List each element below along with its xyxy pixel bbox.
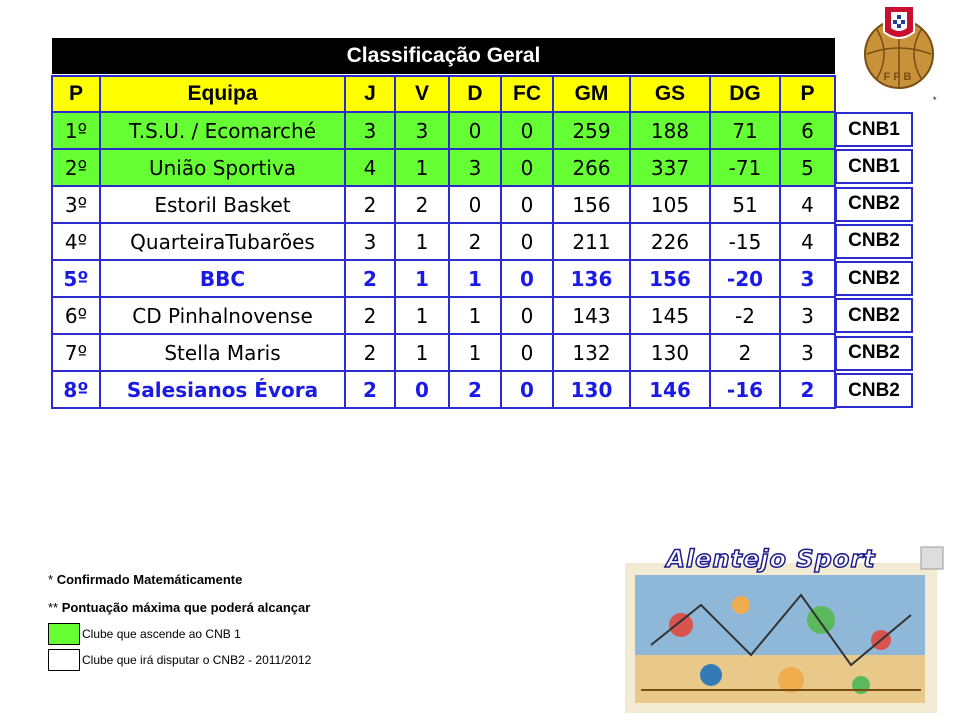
cell-goals-against: 145	[630, 297, 710, 334]
cell-wins: 2	[395, 186, 449, 223]
cell-points: 4	[780, 186, 835, 223]
ad-title: Alentejo Sport	[666, 545, 876, 573]
note-text: Confirmado Matemáticamente	[56, 572, 243, 587]
cell-team: T.S.U. / Ecomarché	[100, 112, 345, 149]
table-row	[52, 371, 835, 408]
crest-letters: FPB	[883, 71, 915, 83]
cell-difference: -16	[710, 371, 780, 408]
cell-goals-against: 226	[630, 223, 710, 260]
note-mark: *	[48, 572, 54, 587]
cell-wins: 1	[395, 149, 449, 186]
cell-games: 2	[345, 260, 395, 297]
col-header-points: P	[780, 76, 835, 112]
col-header-wins: V	[395, 76, 449, 112]
cell-goals-for: 259	[553, 112, 630, 149]
legend-cnb2	[48, 648, 311, 672]
cell-points: 3	[780, 260, 835, 297]
cell-goals-for: 132	[553, 334, 630, 371]
col-header-losses: D	[449, 76, 501, 112]
cell-wins: 1	[395, 223, 449, 260]
cell-team: Estoril Basket	[100, 186, 345, 223]
col-header-team: Equipa	[100, 76, 345, 112]
cell-goals-against: 146	[630, 371, 710, 408]
cell-pos: 5º	[52, 260, 100, 297]
standings-table	[51, 75, 836, 409]
cell-goals-against: 105	[630, 186, 710, 223]
cell-games: 2	[345, 371, 395, 408]
cell-team: CD Pinhalnovense	[100, 297, 345, 334]
division-badge: CNB2	[835, 261, 913, 296]
cell-goals-for: 136	[553, 260, 630, 297]
cell-difference: -20	[710, 260, 780, 297]
cell-games: 3	[345, 223, 395, 260]
table-row	[52, 223, 835, 260]
cell-wins: 1	[395, 260, 449, 297]
cell-forfeits: 0	[501, 223, 553, 260]
cell-team: União Sportiva	[100, 149, 345, 186]
table-row	[52, 186, 835, 223]
cell-team: Salesianos Évora	[100, 371, 345, 408]
cell-wins: 0	[395, 371, 449, 408]
cell-pos: 8º	[52, 371, 100, 408]
cell-points: 3	[780, 297, 835, 334]
cell-pos: 7º	[52, 334, 100, 371]
cell-goals-against: 337	[630, 149, 710, 186]
legend-swatch-green	[48, 623, 80, 645]
cell-points: 4	[780, 223, 835, 260]
cell-wins: 1	[395, 334, 449, 371]
cell-goals-against: 188	[630, 112, 710, 149]
col-header-goals-for: GM	[553, 76, 630, 112]
cell-team: QuarteiraTubarões	[100, 223, 345, 260]
cell-goals-for: 143	[553, 297, 630, 334]
col-header-pos: P	[52, 76, 100, 112]
table-row	[52, 112, 835, 149]
division-badge: CNB2	[835, 298, 913, 333]
cell-forfeits: 0	[501, 371, 553, 408]
cell-forfeits: 0	[501, 297, 553, 334]
cell-losses: 3	[449, 149, 501, 186]
cell-games: 4	[345, 149, 395, 186]
cell-goals-for: 130	[553, 371, 630, 408]
cell-difference: 71	[710, 112, 780, 149]
cell-forfeits: 0	[501, 334, 553, 371]
legend-promoted	[48, 622, 241, 646]
cell-pos: 4º	[52, 223, 100, 260]
cell-pos: 3º	[52, 186, 100, 223]
table-row	[52, 297, 835, 334]
cell-pos: 6º	[52, 297, 100, 334]
division-badge: CNB2	[835, 224, 913, 259]
corner-mark: *	[933, 95, 937, 105]
alentejo-sport-image	[621, 545, 947, 715]
division-badge: CNB2	[835, 336, 913, 371]
cell-losses: 2	[449, 371, 501, 408]
cell-losses: 2	[449, 223, 501, 260]
cell-wins: 3	[395, 112, 449, 149]
cell-wins: 1	[395, 297, 449, 334]
cell-difference: -71	[710, 149, 780, 186]
cell-points: 5	[780, 149, 835, 186]
cell-forfeits: 0	[501, 186, 553, 223]
cell-difference: 2	[710, 334, 780, 371]
cell-goals-against: 156	[630, 260, 710, 297]
col-header-forfeits: FC	[501, 76, 553, 112]
division-badge: CNB1	[835, 112, 913, 147]
cell-losses: 1	[449, 297, 501, 334]
division-badge: CNB2	[835, 373, 913, 408]
col-header-goals-against: GS	[630, 76, 710, 112]
legend-label: Clube que irá disputar o CNB2 - 2011/2012	[82, 653, 312, 667]
division-badge: CNB2	[835, 187, 913, 222]
cell-losses: 0	[449, 112, 501, 149]
cell-losses: 0	[449, 186, 501, 223]
legend-swatch-white	[48, 649, 80, 671]
note-mark: **	[48, 600, 59, 615]
cell-difference: 51	[710, 186, 780, 223]
cell-pos: 1º	[52, 112, 100, 149]
table-row	[52, 334, 835, 371]
note-max-points	[48, 600, 310, 615]
cell-team: Stella Maris	[100, 334, 345, 371]
division-column	[835, 112, 913, 410]
cell-team: BBC	[100, 260, 345, 297]
note-text: Pontuação máxima que poderá alcançar	[61, 600, 311, 615]
cell-losses: 1	[449, 260, 501, 297]
cell-difference: -15	[710, 223, 780, 260]
cell-forfeits: 0	[501, 260, 553, 297]
division-badge: CNB1	[835, 149, 913, 184]
cell-goals-for: 266	[553, 149, 630, 186]
cell-goals-for: 211	[553, 223, 630, 260]
cell-points: 2	[780, 371, 835, 408]
federation-crest-icon	[862, 2, 936, 92]
table-row	[52, 149, 835, 186]
col-header-difference: DG	[710, 76, 780, 112]
cell-games: 2	[345, 334, 395, 371]
cell-games: 2	[345, 186, 395, 223]
cell-points: 3	[780, 334, 835, 371]
cell-games: 3	[345, 112, 395, 149]
cell-goals-for: 156	[553, 186, 630, 223]
cell-points: 6	[780, 112, 835, 149]
cell-forfeits: 0	[501, 149, 553, 186]
cell-goals-against: 130	[630, 334, 710, 371]
header-row	[52, 76, 835, 112]
cell-games: 2	[345, 297, 395, 334]
col-header-games: J	[345, 76, 395, 112]
legend-label: Clube que ascende ao CNB 1	[82, 627, 241, 641]
note-confirmed	[48, 572, 242, 587]
table-row	[52, 260, 835, 297]
cell-pos: 2º	[52, 149, 100, 186]
cell-losses: 1	[449, 334, 501, 371]
page-title: Classificação Geral	[52, 38, 835, 74]
cell-forfeits: 0	[501, 112, 553, 149]
cell-difference: -2	[710, 297, 780, 334]
